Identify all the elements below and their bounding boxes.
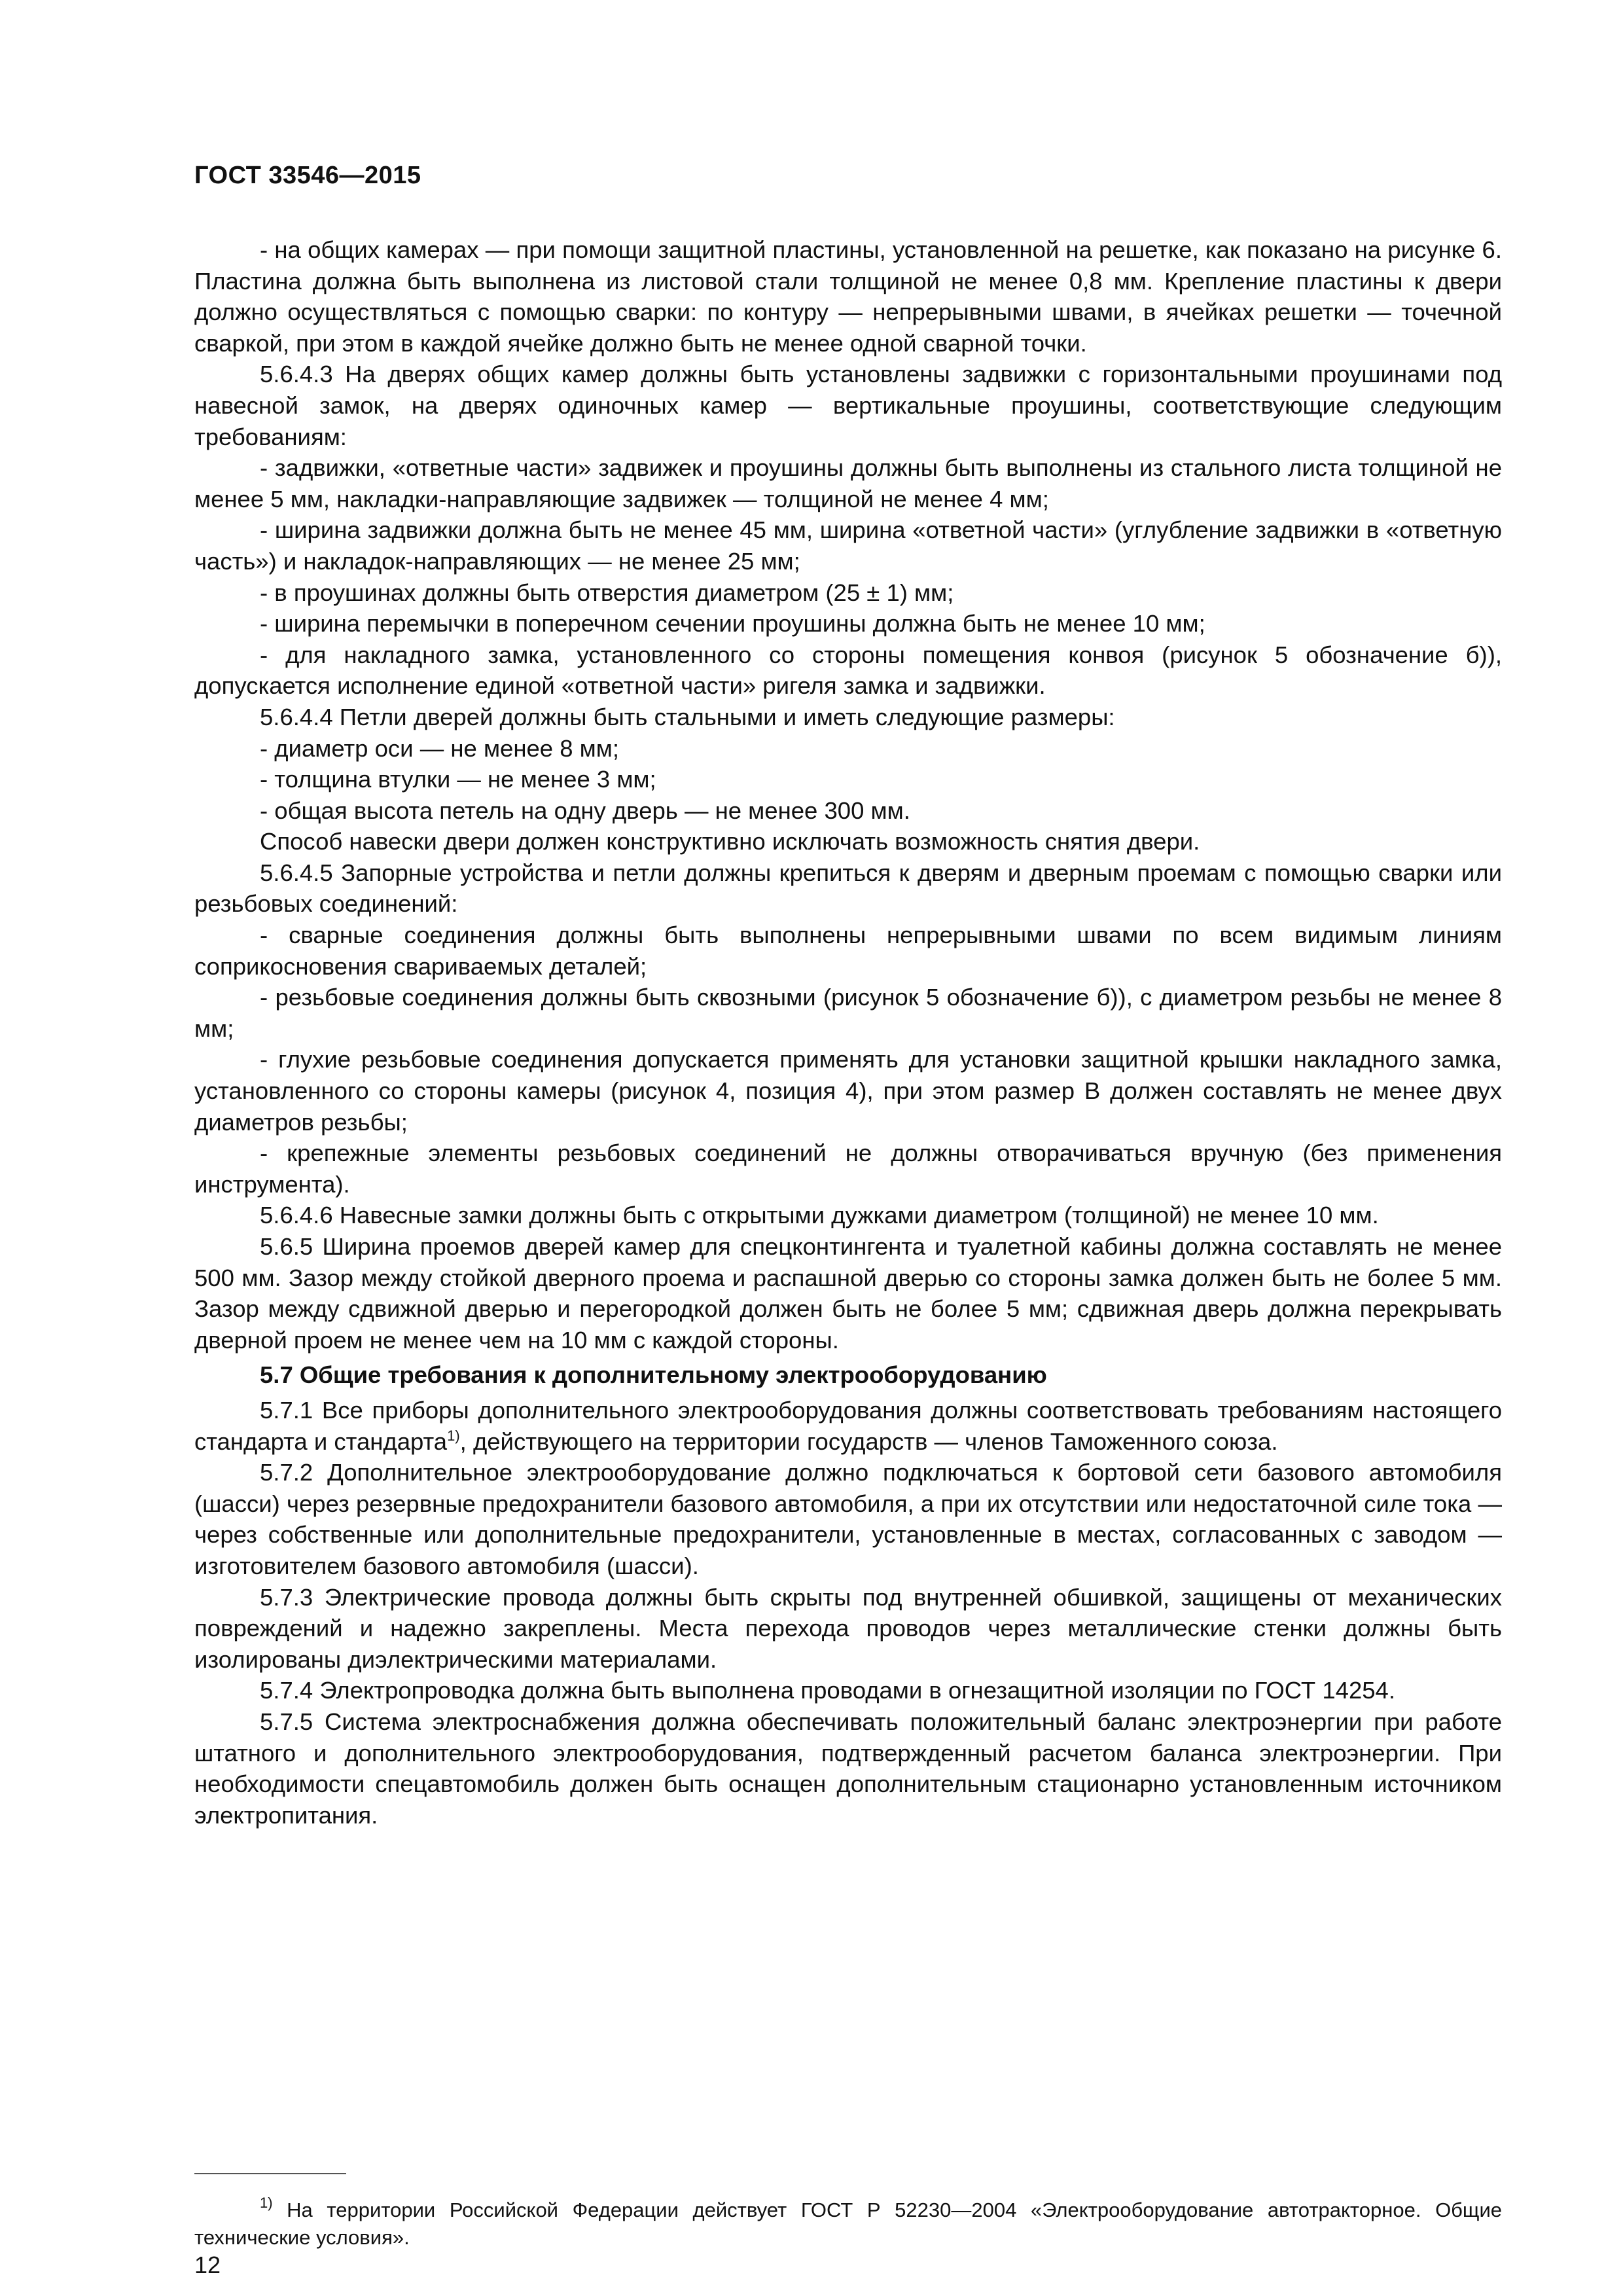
paragraph: - резьбовые соединения должны быть сквозными (рисунок 5 обозначение б)), с диаметром резьбы не менее 8 мм; xyxy=(194,984,1502,1042)
paragraph: - задвижки, «ответные части» задвижек и проушины должны быть выполнены из стального листа толщиной не менее 5 мм, накладки-направляющие задвижек — толщиной не менее 4 мм; xyxy=(194,454,1502,512)
paragraph: 5.6.4.6 Навесные замки должны быть с открытыми дужками диаметром (толщиной) не менее 10 мм. xyxy=(260,1202,1379,1229)
section-heading: 5.7 Общие требования к дополнительному электрооборудованию xyxy=(260,1361,1047,1389)
paragraph: 5.6.4.3 На дверях общих камер должны быть установлены задвижки с горизонтальными проушинами под навесной замок, на дверях одиночных камер — вертикальные проушины, соответствующие следующим требованиям: xyxy=(194,361,1502,450)
paragraph-5-7-1 xyxy=(194,1395,1502,1457)
footnote-mark: 1) xyxy=(260,2195,273,2211)
paragraph: 5.7.3 Электрические провода должны быть скрыты под внутренней обшивкой, защищены от механических повреждений и надежно закреплены. Места перехода проводов через металлические стенки должны быть изолированы диэлектрическими материалами. xyxy=(194,1583,1502,1673)
paragraph: - на общих камерах — при помощи защитной пластины, установленной на решетке, как показано на рисунке 6. Пластина должна быть выполнена из листовой стали толщиной не менее 0,8 мм. Крепление пластины к двери должно осуществляться с помощью сварки: по контуру — непрерывными швами, в ячейках решетки — точечной сваркой, при этом в каждой ячейке должно быть не менее одной сварной точки. xyxy=(194,236,1502,357)
paragraph: 5.7.4 Электропроводка должна быть выполнена проводами в огнезащитной изоляции по ГОСТ 14254. xyxy=(260,1677,1395,1704)
main-text xyxy=(194,234,1502,1831)
paragraph-text: , действующего на территории государств — членов Таможенного союза. xyxy=(459,1427,1278,1455)
footnote-text: На территории Российской Федерации действует ГОСТ Р 52230—2004 «Электрооборудование автотракторное. Общие технические условия». xyxy=(194,2198,1502,2249)
footnote-divider xyxy=(194,2173,346,2174)
paragraph: 5.6.4.4 Петли дверей должны быть стальными и иметь следующие размеры: xyxy=(260,703,1115,730)
paragraph: - глухие резьбовые соединения допускается применять для установки защитной крышки накладного замка, установленного со стороны камеры (рисунок 4, позиция 4), при этом размер В должен составлять не менее двух диаметров резьбы; xyxy=(194,1046,1502,1136)
paragraph: - ширина задвижки должна быть не менее 45 мм, ширина «ответной части» (углубление задвижки в «ответную часть») и накладок-направляющих — не менее 25 мм; xyxy=(194,516,1502,575)
paragraph: - общая высота петель на одну дверь — не менее 300 мм. xyxy=(260,797,910,824)
paragraph: 5.6.4.5 Запорные устройства и петли должны крепиться к дверям и дверным проемам с помощью сварки или резьбовых соединений: xyxy=(194,859,1502,918)
footnote xyxy=(194,2197,1502,2251)
footnote-reference: 1) xyxy=(447,1427,460,1444)
document-header: ГОСТ 33546—2015 xyxy=(194,162,421,189)
paragraph: Способ навески двери должен конструктивно исключать возможность снятия двери. xyxy=(260,828,1200,855)
paragraph: 5.6.5 Ширина проемов дверей камер для спецконтингента и туалетной кабины должна составлять не менее 500 мм. Зазор между стойкой дверного проема и распашной дверью со стороны замка должен быть не более 5 мм. Зазор между сдвижной дверью и перегородкой должен быть не более 5 мм; сдвижная дверь должна перекрывать дверной проем не менее чем на 10 мм с каждой стороны. xyxy=(194,1233,1502,1354)
paragraph: 5.7.2 Дополнительное электрооборудование должно подключаться к бортовой сети базового автомобиля (шасси) через резервные предохранители базового автомобиля, а при их отсутствии или недостаточной силе тока — через собственные или дополнительные предохранители, установленные в местах, согласованных с заводом — изготовителем базового автомобиля (шасси). xyxy=(194,1459,1502,1579)
paragraph: - в проушинах должны быть отверстия диаметром (25 ± 1) мм; xyxy=(260,579,954,606)
page-number: 12 xyxy=(194,2251,221,2278)
paragraph: - крепежные элементы резьбовых соединений не должны отворачиваться вручную (без применения инструмента). xyxy=(194,1139,1502,1198)
paragraph: 5.7.5 Система электроснабжения должна обеспечивать положительный баланс электроэнергии при работе штатного и дополнительного электрооборудования, подтвержденный расчетом баланса электроэнергии. При необходимости спецавтомобиль должен быть оснащен дополнительным стационарно установленным источником электропитания. xyxy=(194,1708,1502,1829)
paragraph: - толщина втулки — не менее 3 мм; xyxy=(260,766,656,793)
paragraph-text: 5.7.1 Все приборы дополнительного электрооборудования должны соответствовать требованиям настоящего стандарта и стандарта xyxy=(194,1396,1502,1455)
paragraph: - ширина перемычки в поперечном сечении проушины должна быть не менее 10 мм; xyxy=(260,610,1205,637)
paragraph: - для накладного замка, установленного со стороны помещения конвоя (рисунок 5 обозначение б)), допускается исполнение единой «ответной части» ригеля замка и задвижки. xyxy=(194,641,1502,700)
paragraph: - сварные соединения должны быть выполнены непрерывными швами по всем видимым линиям соприкосновения свариваемых деталей; xyxy=(194,922,1502,980)
paragraph: - диаметр оси — не менее 8 мм; xyxy=(260,734,619,762)
